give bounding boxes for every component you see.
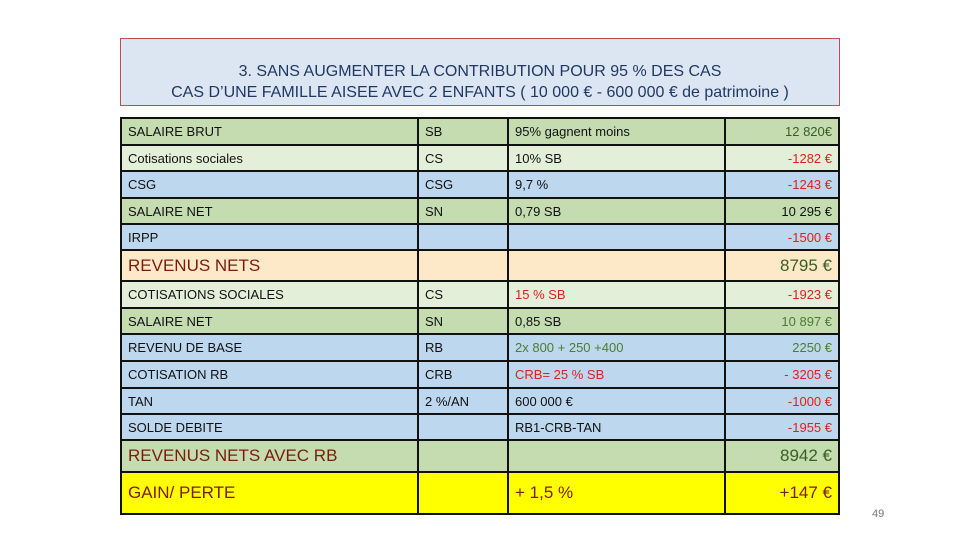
slide-title [120, 38, 840, 106]
cell-value: -1500 € [725, 224, 839, 250]
cell-label: SALAIRE NET [121, 198, 418, 224]
cell-code [418, 414, 508, 440]
cell-code: SN [418, 198, 508, 224]
cell-label: Cotisations sociales [121, 145, 418, 171]
table-row [121, 361, 839, 388]
cell-note: 0,79 SB [508, 198, 725, 224]
cell-value: -1000 € [725, 388, 839, 414]
cell-note [508, 224, 725, 250]
cell-code [418, 440, 508, 472]
cell-code: CSG [418, 171, 508, 198]
cell-note: 9,7 % [508, 171, 725, 198]
table-row [121, 250, 839, 281]
cell-value: 10 897 € [725, 308, 839, 334]
cell-label: COTISATION RB [121, 361, 418, 388]
cell-label: CSG [121, 171, 418, 198]
table-row [121, 388, 839, 414]
cell-value: -1923 € [725, 281, 839, 308]
cell-label: SALAIRE NET [121, 308, 418, 334]
cell-value: +147 € [725, 472, 839, 514]
cell-label: TAN [121, 388, 418, 414]
table-row [121, 145, 839, 171]
table-row [121, 308, 839, 334]
table-row [121, 334, 839, 361]
cell-value: 8795 € [725, 250, 839, 281]
cell-note: 2x 800 + 250 +400 [508, 334, 725, 361]
cell-label: GAIN/ PERTE [121, 472, 418, 514]
cell-label: COTISATIONS SOCIALES [121, 281, 418, 308]
cell-code: RB [418, 334, 508, 361]
cell-label: REVENU DE BASE [121, 334, 418, 361]
cell-note [508, 250, 725, 281]
cell-code: CS [418, 145, 508, 171]
cell-note: 15 % SB [508, 281, 725, 308]
cell-value: -1282 € [725, 145, 839, 171]
cell-label: IRPP [121, 224, 418, 250]
cell-value: - 3205 € [725, 361, 839, 388]
cell-code [418, 250, 508, 281]
cell-note: + 1,5 % [508, 472, 725, 514]
cell-code [418, 224, 508, 250]
table-row [121, 118, 839, 145]
cell-note [508, 440, 725, 472]
cell-note: RB1-CRB-TAN [508, 414, 725, 440]
cell-code: CS [418, 281, 508, 308]
table-row [121, 224, 839, 250]
cell-code: CRB [418, 361, 508, 388]
cell-code: SB [418, 118, 508, 145]
cell-note: CRB= 25 % SB [508, 361, 725, 388]
cell-note: 600 000 € [508, 388, 725, 414]
title-line-1: 3. SANS AUGMENTER LA CONTRIBUTION POUR 95 % DES CAS [238, 63, 722, 80]
table-row [121, 281, 839, 308]
title-line-2: CAS D’UNE FAMILLE AISEE AVEC 2 ENFANTS ( 10 000 € - 600 000 € de patrimoine ) [171, 84, 789, 101]
cell-label: REVENUS NETS AVEC RB [121, 440, 418, 472]
cell-value: 10 295 € [725, 198, 839, 224]
cell-note: 10% SB [508, 145, 725, 171]
cell-value: 8942 € [725, 440, 839, 472]
cell-label: SOLDE DEBITE [121, 414, 418, 440]
cell-code: SN [418, 308, 508, 334]
cell-code [418, 472, 508, 514]
table-row [121, 414, 839, 440]
cell-value: 2250 € [725, 334, 839, 361]
table-row [121, 440, 839, 472]
cell-label: SALAIRE BRUT [121, 118, 418, 145]
cell-value: -1955 € [725, 414, 839, 440]
cell-code: 2 %/AN [418, 388, 508, 414]
table-row [121, 472, 839, 514]
cell-label: REVENUS NETS [121, 250, 418, 281]
cell-value: 12 820€ [725, 118, 839, 145]
cell-value: -1243 € [725, 171, 839, 198]
table-row [121, 198, 839, 224]
page-number: 49 [872, 508, 885, 520]
income-table [120, 117, 840, 515]
table-row [121, 171, 839, 198]
cell-note: 95% gagnent moins [508, 118, 725, 145]
cell-note: 0,85 SB [508, 308, 725, 334]
